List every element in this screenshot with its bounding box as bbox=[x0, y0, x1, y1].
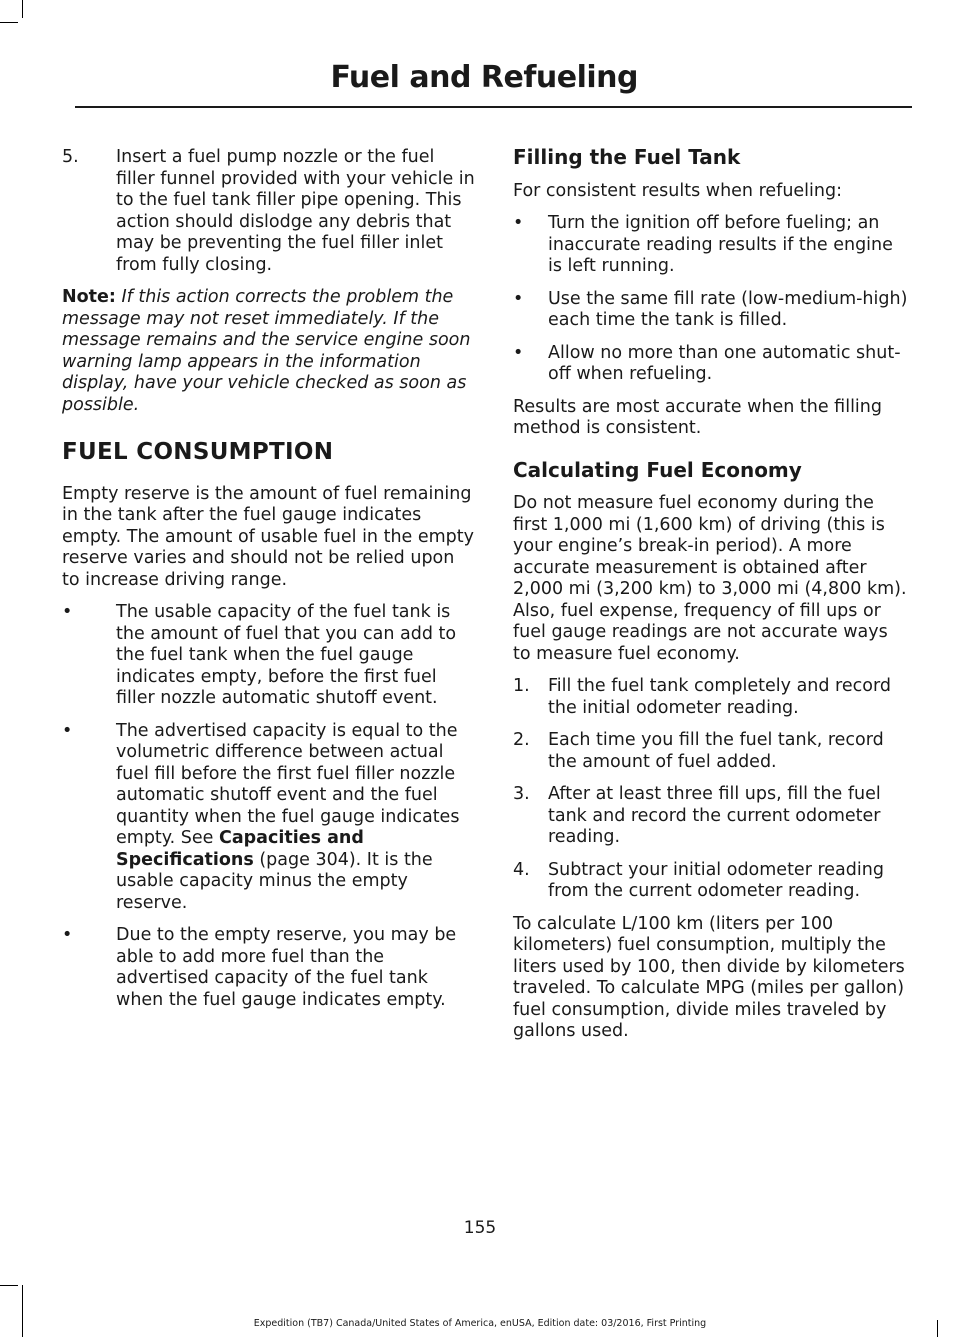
intro-paragraph: Empty reserve is the amount of fuel remaining in the tank after the fuel gauge indicates empty. The amount of usable fuel in the empty reserve varies and should not be relied upon to increase driving range. bbox=[62, 483, 475, 590]
list-item-text: The usable capacity of the fuel tank is the amount of fuel that you can add to the fuel tank when the fuel gauge indicates empty, before the first fuel filler nozzle automatic shutoff event. bbox=[116, 602, 457, 708]
step-number: 2. bbox=[513, 730, 530, 750]
note-text: If this action corrects the problem the message may not reset immediately. If the message remains and the service engine soon warning lamp appears in the information display, have your vehicle checked as soon as possible. bbox=[62, 287, 471, 415]
list-item-text: (page 304). It is the usable capacity minus the empty reserve. bbox=[116, 849, 433, 913]
list-item-text: Due to the empty reserve, you may be able to add more fuel than the advertised capacity of the fuel tank when the fuel gauge indicates empty. bbox=[116, 925, 457, 1010]
step-number: 4. bbox=[513, 859, 530, 880]
list-item bbox=[513, 343, 908, 386]
subsection-title: Calculating Fuel Economy bbox=[513, 457, 802, 482]
step-1 bbox=[513, 676, 908, 719]
list-item bbox=[62, 721, 476, 915]
list-item-text: Use the same fill rate (low-medium-high) each time the tank is filled. bbox=[548, 288, 908, 330]
paragraph: Results are most accurate when the filling method is consistent. bbox=[513, 396, 882, 438]
step-text: After at least three fill ups, fill the fuel tank and record the current odometer reading. bbox=[548, 784, 881, 847]
left-column bbox=[62, 147, 476, 1022]
bullet-marker: • bbox=[513, 213, 524, 233]
step-text: Fill the fuel tank completely and record the initial odometer reading. bbox=[548, 676, 891, 718]
crop-mark bbox=[0, 22, 18, 23]
footer-text: Expedition (TB7) Canada/United States of America, enUSA, Edition date: 03/2016, First Printing bbox=[253, 1318, 707, 1329]
step-number: 1. bbox=[513, 676, 530, 696]
step-5 bbox=[62, 147, 476, 276]
page-header-title: Fuel and Refueling bbox=[330, 60, 638, 95]
bullet-marker: • bbox=[513, 288, 524, 309]
header-rule bbox=[75, 106, 912, 108]
step-text: Insert a fuel pump nozzle or the fuel filler funnel provided with your vehicle in to the fuel tank filler pipe opening. This action should dislodge any debris that may be preventing the fuel filler inlet from fully closing. bbox=[116, 147, 475, 275]
cross-reference-link[interactable]: Capacities and Specifications bbox=[116, 828, 364, 870]
step-4 bbox=[513, 860, 908, 903]
crop-mark bbox=[22, 1285, 23, 1337]
step-number: 3. bbox=[513, 784, 530, 804]
crop-mark bbox=[0, 1285, 18, 1286]
bullet-marker: • bbox=[62, 602, 73, 622]
list-item-text: Allow no more than one automatic shut-off when refueling. bbox=[548, 342, 901, 384]
note-label: Note: bbox=[62, 287, 116, 307]
right-column bbox=[513, 147, 908, 1054]
page-number: 155 bbox=[463, 1218, 497, 1238]
section-title: FUEL CONSUMPTION bbox=[62, 439, 334, 465]
bullet-marker: • bbox=[62, 720, 73, 741]
step-number: 5. bbox=[62, 147, 79, 167]
step-text: Each time you fill the fuel tank, record the amount of fuel added. bbox=[548, 730, 884, 772]
list-item bbox=[62, 925, 476, 1011]
list-item bbox=[513, 213, 908, 278]
subsection-title: Filling the Fuel Tank bbox=[513, 145, 741, 169]
paragraph: To calculate L/100 km (liters per 100 kilometers) fuel consumption, multiply the liters used by 100, then divide by kilometers traveled. To calculate MPG (miles per gallon) fuel consumption, divide miles traveled by gallons used. bbox=[513, 913, 905, 1041]
list-item bbox=[513, 289, 908, 332]
bullet-marker: • bbox=[62, 925, 73, 945]
list-item-text: The advertised capacity is equal to the volumetric difference between actual fuel fill before the first fuel filler nozzle automatic shutoff event and the fuel quantity when the fuel gauge indicates empty. See bbox=[116, 720, 460, 848]
list-item-text: Turn the ignition off before fueling; an inaccurate reading results if the engine is left running. bbox=[548, 213, 893, 276]
step-3 bbox=[513, 784, 908, 849]
list-item bbox=[62, 602, 476, 710]
paragraph: For consistent results when refueling: bbox=[513, 180, 842, 201]
crop-mark bbox=[22, 0, 23, 18]
step-2 bbox=[513, 730, 908, 773]
bullet-marker: • bbox=[513, 342, 524, 363]
step-text: Subtract your initial odometer reading from the current odometer reading. bbox=[548, 859, 884, 901]
paragraph: Do not measure fuel economy during the first 1,000 mi (1,600 km) of driving (this is your engine’s break-in period). A more accurate measurement is obtained after 2,000 mi (3,200 km) to 3,000 mi (4,800 km). Also, fuel expense, frequency of fill ups or fuel gauge readings are not accurate ways to measure fuel economy. bbox=[513, 493, 907, 664]
note bbox=[62, 287, 476, 416]
